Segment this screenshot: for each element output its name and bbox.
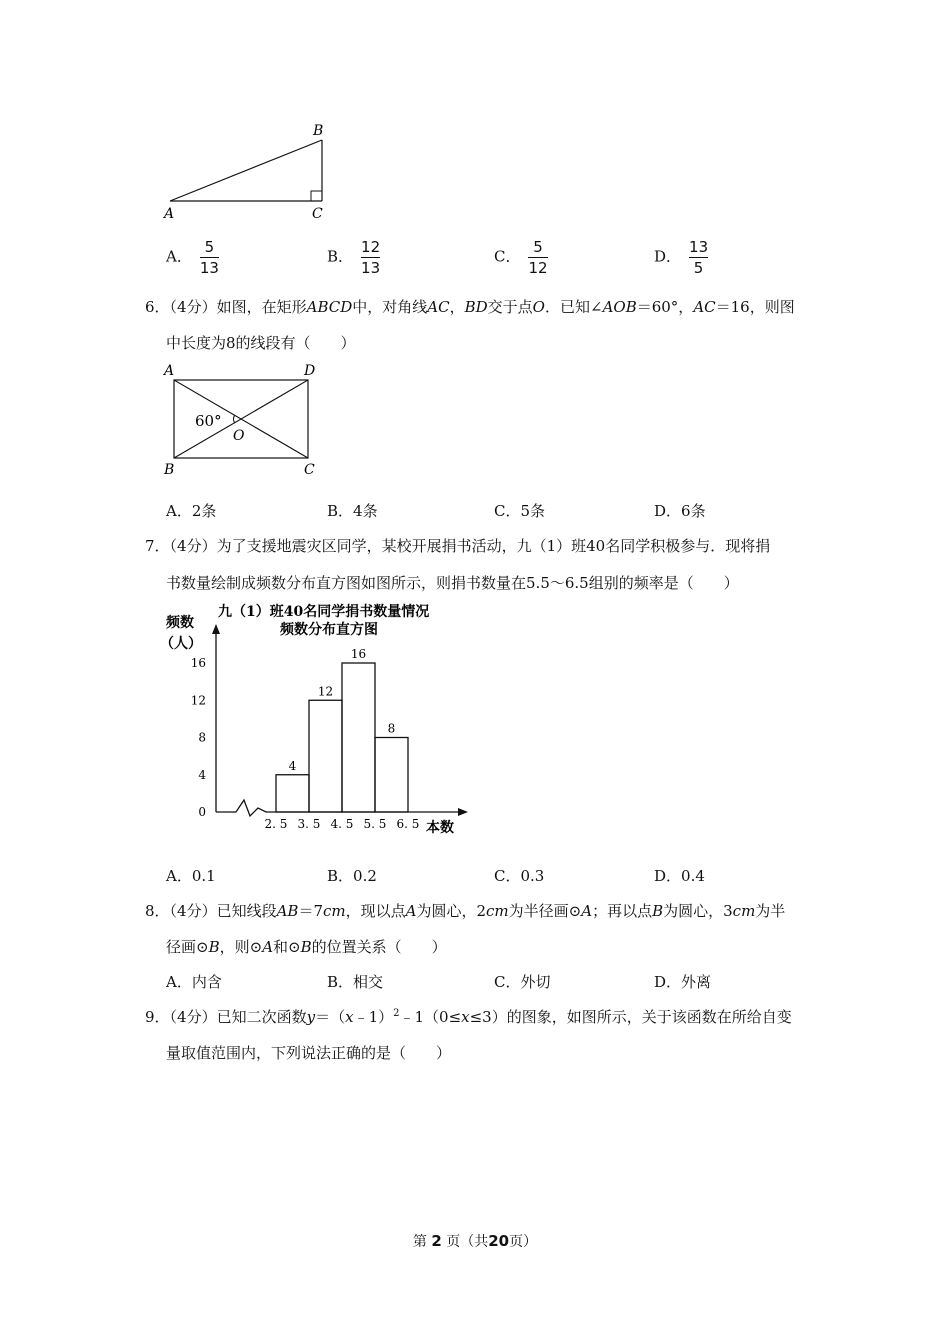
q8-option-a[interactable]: A．内含 — [166, 973, 222, 991]
q9-text-line1: 9．（4分）已知二次函数y＝（x﹣1）$^2$﹣1（0≤x≤3）的图象，如图所示，关于该函数在所给自变 — [145, 1008, 792, 1026]
q8-text-line2: 径画⊙B，则⊙A和⊙B的位置关系（ ） — [166, 938, 447, 956]
y-tick-label: 4 — [198, 767, 206, 782]
q6-option-d[interactable]: D．6条 — [654, 502, 706, 520]
fraction: $\frac{5}{13}$ — [199, 238, 219, 277]
page-footer: 第 2 页（共20页） — [412, 1232, 538, 1250]
q6-option-a[interactable]: A．2条 — [166, 502, 217, 520]
chart-title: 九（1）班40名同学捐书数量情况 — [218, 604, 430, 620]
q6-text-line2: 中长度为8的线段有（ ） — [166, 334, 356, 352]
x-tick-label: 2. 5 — [264, 817, 288, 831]
y-axis-label: 频数 — [166, 615, 194, 631]
vertex-label-a: A — [164, 363, 175, 379]
center-label-o: O — [233, 428, 245, 444]
q7-option-b[interactable]: B．0.2 — [327, 867, 377, 885]
vertex-label-a: A — [164, 206, 175, 222]
histogram-chart — [160, 598, 480, 838]
histogram-bar — [342, 663, 375, 812]
x-tick-label: 3. 5 — [297, 817, 321, 831]
vertex-label-c: C — [312, 206, 323, 222]
bar-value-label: 12 — [317, 684, 334, 699]
q8-option-b[interactable]: B．相交 — [327, 973, 384, 991]
vertex-label-b: B — [164, 462, 175, 478]
q7-option-a[interactable]: A．0.1 — [166, 867, 216, 885]
rectangle-figure — [158, 358, 328, 480]
y-tick-label: 0 — [198, 805, 206, 819]
histogram-bar — [276, 775, 309, 812]
q5-option-a[interactable]: A． $\frac{5}{13}$ — [166, 238, 219, 277]
vertex-label-d: D — [304, 363, 316, 379]
triangle-figure — [160, 118, 340, 228]
vertex-label-c: C — [304, 462, 315, 478]
q5-option-d[interactable]: D． $\frac{13}{5}$ — [654, 238, 709, 277]
q6-text-line1: 6．（4分）如图，在矩形ABCD中，对角线AC，BD交于点O．已知∠AOB＝60°，AC＝16，则图 — [145, 298, 795, 316]
vertex-label-b: B — [313, 123, 324, 139]
histogram-bar — [309, 700, 342, 812]
bar-value-label: 16 — [350, 647, 367, 661]
page-number: 2 — [431, 1232, 442, 1250]
q5-option-b[interactable]: B． $\frac{12}{13}$ — [327, 238, 381, 277]
q7-option-c[interactable]: C．0.3 — [494, 867, 545, 885]
x-tick-label: 4. 5 — [330, 817, 354, 831]
y-tick-label: 16 — [190, 656, 206, 670]
q6-option-c[interactable]: C．5条 — [494, 502, 546, 520]
q8-text-line1: 8．（4分）已知线段AB＝7cm，现以点A为圆心，2cm为半径画⊙A；再以点B为圆心，3cm为半 — [145, 902, 786, 920]
q6-option-b[interactable]: B．4条 — [327, 502, 378, 520]
q5-option-c[interactable]: C． $\frac{5}{12}$ — [494, 238, 548, 277]
bar-value-label: 4 — [288, 758, 297, 773]
x-tick-label: 6. 5 — [396, 817, 420, 831]
q9-text-line2: 量取值范围内，下列说法正确的是（ ） — [166, 1044, 452, 1062]
y-tick-label: 8 — [198, 730, 206, 745]
fraction: $\frac{12}{13}$ — [361, 238, 381, 277]
y-tick-label: 12 — [190, 693, 206, 708]
q8-option-d[interactable]: D．外离 — [654, 973, 712, 991]
fraction: $\frac{5}{12}$ — [528, 238, 548, 277]
q7-text-line2: 书数量绘制成频数分布直方图如图所示，则捐书数量在5.5～6.5组别的频率是（ ） — [166, 574, 739, 592]
x-tick-label: 5. 5 — [363, 817, 387, 831]
chart-subtitle: 频数分布直方图 — [280, 622, 378, 638]
q8-option-c[interactable]: C．外切 — [494, 973, 551, 991]
histogram-bar — [375, 738, 408, 813]
y-axis-label-unit: （人） — [160, 636, 202, 652]
bar-value-label: 8 — [387, 721, 396, 736]
total-pages: 20 — [488, 1232, 510, 1250]
q7-text-line1: 7．（4分）为了支援地震灾区同学，某校开展捐书活动，九（1）班40名同学积极参与．现将捐 — [145, 537, 771, 555]
angle-label: 60° — [195, 412, 222, 430]
x-axis-label: 本数 — [426, 820, 454, 836]
fraction: $\frac{13}{5}$ — [689, 238, 709, 277]
q7-option-d[interactable]: D．0.4 — [654, 867, 705, 885]
